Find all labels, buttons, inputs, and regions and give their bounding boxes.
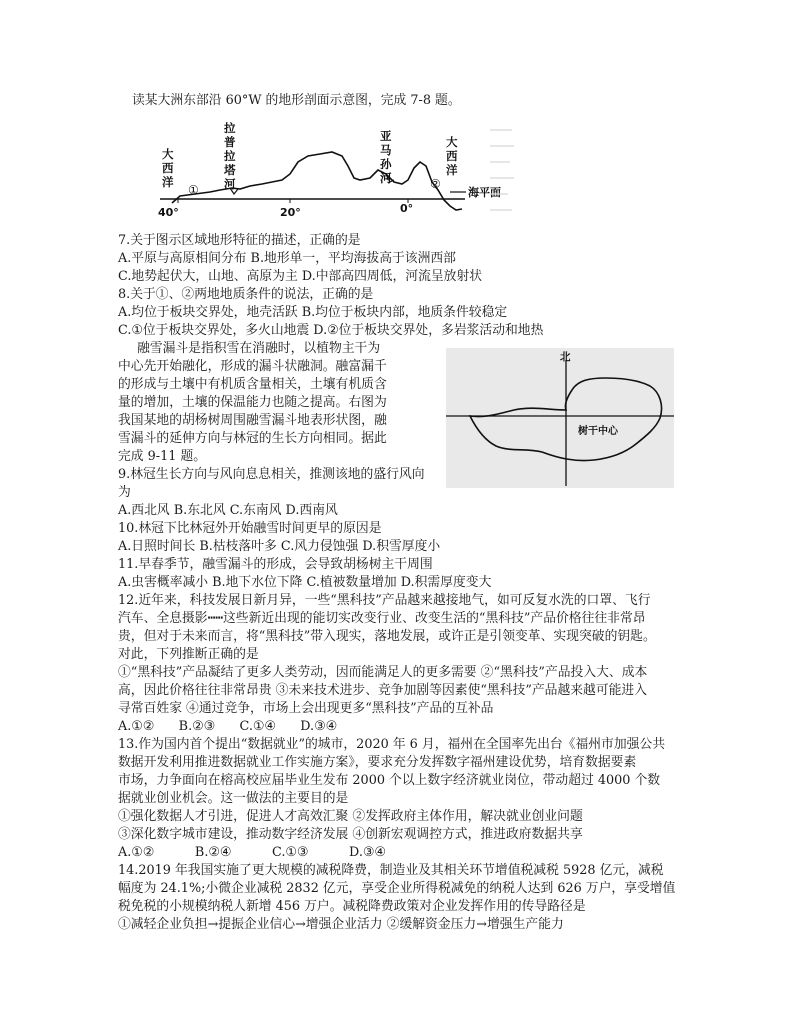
- q12-options: A.①② B.②③ C.①④ D.③④: [118, 719, 338, 734]
- q13-stem-1: 13.作为国内首个提出“数据就业”的城市，2020 年 6 月，福州在全国率先出台《福州市加强公共: [118, 737, 666, 752]
- label-west-ocean-1: 西: [162, 161, 174, 175]
- passage-line-6: 雪漏斗的延伸方向与林冠的生长方向相同。据此: [118, 431, 387, 446]
- label-east-ocean-0: 大: [446, 135, 458, 149]
- q14-stem-2: 幅度为 24.1%;小微企业减税 2832 亿元，享受企业所得税减免的纳税人达到 626 万户，享受增值: [118, 881, 676, 896]
- q9-options: A.西北风 B.东北风 C.东南风 D.西南风: [118, 503, 338, 518]
- q14-items-1: ①减轻企业负担→提振企业信心→增强企业活力 ②缓解资金压力→增强生产能力: [118, 917, 564, 932]
- passage-line-4: 量的增加，土壤的保温能力也随之提高。右图为: [118, 395, 387, 410]
- q12-items-3: 寻常百姓家 ④通过竞争，市场上会出现更多“黑科技”产品的互补品: [118, 701, 494, 716]
- q12-stem-2: 汽车、全息摄影┅┅这些新近出现的能切实改变行业、改变生活的“黑科技”产品价格往往非常昂: [118, 611, 646, 626]
- snow-funnel-map: [446, 348, 674, 488]
- sea-level-label: 海平面: [468, 186, 501, 199]
- passage-line-5: 我国某地的胡杨树周围融雪漏斗地表形状图，融: [118, 413, 387, 428]
- label-east-ocean-2: 洋: [446, 163, 458, 177]
- q12-stem-4: 对此，下列推断正确的是: [118, 647, 259, 662]
- terrain-profile-figure: [150, 110, 520, 222]
- q8-options-ab: A.均位于板块交界处，地壳活跃 B.均位于板块内部，地质条件较稳定: [118, 305, 508, 320]
- q13-stem-2: 数据开发利用推进数据就业工作实施方案》，要求充分发挥数字福州建设优势，培育数据要素: [118, 755, 637, 770]
- q8-stem: 8.关于①、②两地地质条件的说法，正确的是: [118, 287, 374, 302]
- lat-label-20: 20°: [280, 206, 301, 219]
- q12-stem-1: 12.近年来，科技发展日新月异，一些“黑科技”产品越来越接地气，如可反复水洗的口罩、飞行: [118, 593, 651, 608]
- label-east-ocean-1: 西: [446, 149, 458, 163]
- q11-stem: 11.早春季节，融雪漏斗的形成，会导致胡杨树主干周围: [118, 557, 433, 572]
- label-river-laplata-2: 拉: [224, 149, 236, 163]
- q13-items-1: ①强化数据人才引进，促进人才高效汇聚 ②发挥政府主体作用，解决就业创业问题: [118, 809, 583, 824]
- label-river-laplata-4: 河: [224, 177, 236, 191]
- q8-options-cd: C.①位于板块交界处，多火山地震 D.②位于板块交界处，多岩浆活动和地热: [118, 323, 544, 338]
- passage-line-7: 完成 9-11 题。: [118, 449, 207, 464]
- q12-items-2: 高，因此价格往往非常昂贵 ③未来技术进步、竞争加剧等因素使“黑科技”产品越来越可能进入: [118, 683, 648, 698]
- q13-stem-4: 据就业创业机会。这一做法的主要目的是: [118, 791, 349, 806]
- label-river-amazon-3: 河: [380, 171, 392, 185]
- marker-2: ②: [430, 177, 441, 191]
- north-label: 北: [560, 351, 571, 363]
- q10-options: A.日照时间长 B.枯枝落叶多 C.风力侵蚀强 D.积雪厚度小: [118, 539, 441, 554]
- label-west-ocean-0: 大: [162, 147, 174, 161]
- passage-line-2: 中心先开始融化，形成的漏斗状融洞。融富漏千: [118, 359, 387, 374]
- q12-stem-3: 贵，但对于未来而言，将“黑科技”带入现实，落地发展，或许正是引领变革、实现突破的钥匙。: [118, 629, 656, 644]
- label-river-amazon-1: 马: [380, 143, 392, 157]
- q11-options: A.虫害概率减小 B.地下水位下降 C.植被数量增加 D.积需厚度变大: [118, 575, 492, 590]
- label-river-laplata-3: 塔: [224, 163, 236, 177]
- q13-options: A.①② B.②④ C.①③ D.③④: [118, 845, 386, 860]
- q9-stem-cont: 为: [118, 485, 131, 500]
- q12-items-1: ①“黑科技”产品凝结了更多人类劳动，因而能满足人的更多需要 ②“黑科技”产品投入大、成本: [118, 665, 648, 680]
- passage-line-1: 融雪漏斗是指积雪在消融时，以植物主干为: [137, 341, 381, 356]
- lat-label-40: 40°: [158, 206, 179, 219]
- passage-line-3: 的形成与土壤中有机质含量相关，土壤有机质含: [118, 377, 387, 392]
- terrain-profile-line: [172, 152, 462, 210]
- marker-1: ①: [188, 183, 199, 197]
- q7-options-ab: A.平原与高原相间分布 B.地形单一，平均海拔高于该洲西部: [118, 251, 456, 266]
- label-river-amazon-0: 亚: [380, 129, 392, 143]
- q7-stem: 7.关于图示区域地形特征的描述，正确的是: [118, 233, 361, 248]
- label-river-laplata-0: 拉: [224, 121, 236, 135]
- q14-stem-3: 税免税的小规模纳税人新增 456 万户。减税降费政策对企业发挥作用的传导路径是: [118, 899, 586, 914]
- q10-stem: 10.林冠下比林冠外开始融雪时间更早的原因是: [118, 521, 382, 536]
- label-river-amazon-2: 孙: [380, 157, 392, 171]
- label-river-laplata-1: 普: [224, 135, 236, 149]
- trunk-center-label: 树干中心: [578, 426, 618, 437]
- q13-stem-3: 市场，力争面向在榕高校应届毕业生发布 2000 个以上数字经济就业岗位，带动超过 4000 个数: [118, 773, 661, 788]
- intro-text: 读某大洲东部沿 60°W 的地形剖面示意图，完成 7-8 题。: [132, 93, 461, 108]
- q14-stem-1: 14.2019 年我国实施了更大规模的减税降费，制造业及其相关环节增值税减税 5928 亿元，减税: [118, 863, 664, 878]
- q9-stem: 9.林冠生长方向与风向息息相关，推测该地的盛行风向: [118, 467, 425, 482]
- lat-label-0: 0°: [400, 202, 414, 215]
- label-west-ocean-2: 洋: [162, 175, 174, 189]
- q7-options-cd: C.地势起伏大，山地、高原为主 D.中部高四周低，河流呈放射状: [118, 269, 483, 284]
- q13-items-2: ③深化数字城市建设，推动数字经济发展 ④创新宏观调控方式，推进政府数据共享: [118, 827, 583, 842]
